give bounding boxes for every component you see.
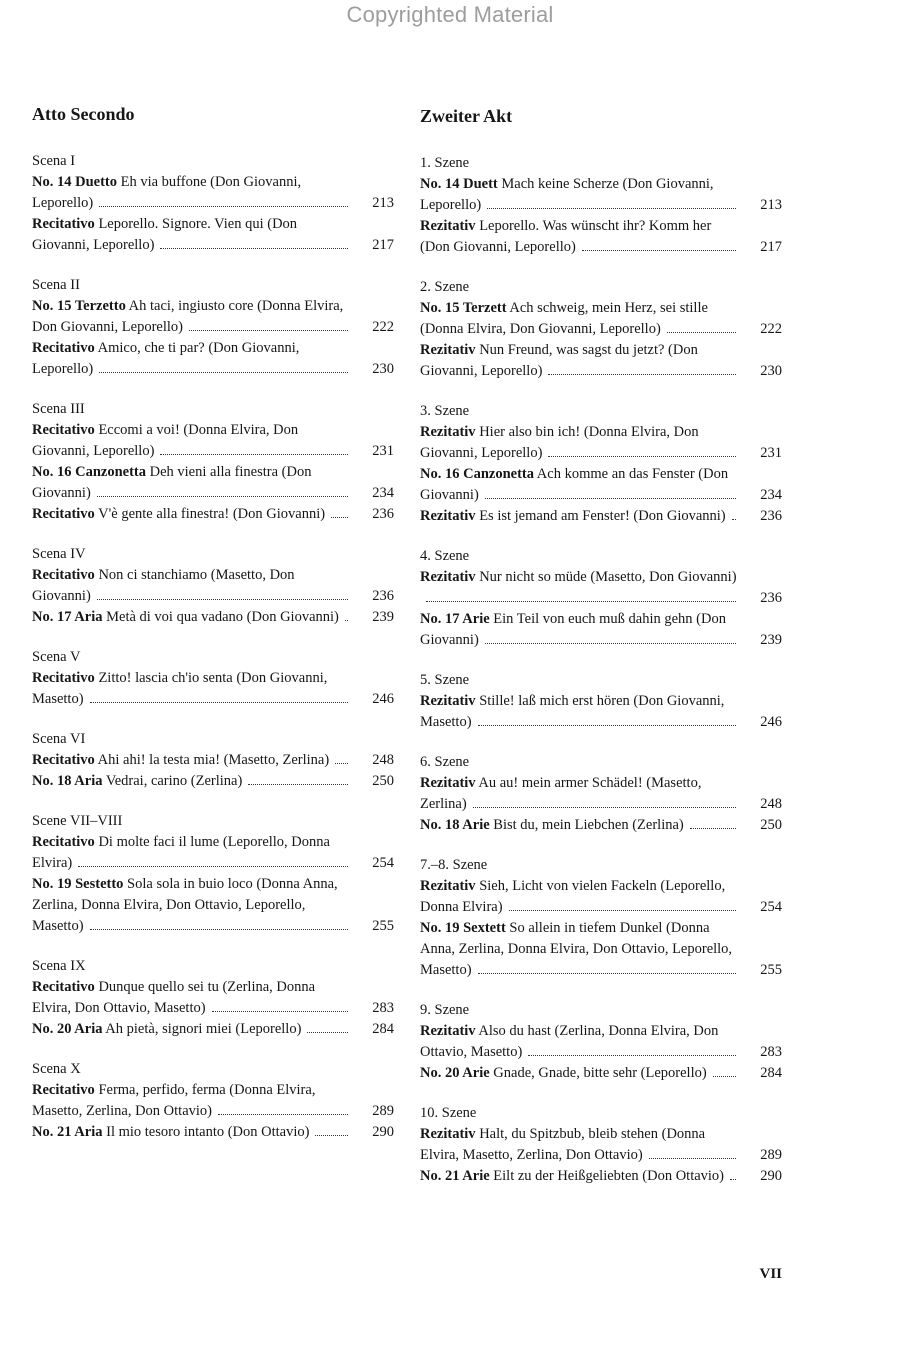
page-ref: 236 (760, 590, 782, 606)
contents-entry (32, 1080, 394, 1122)
entry-title: Leporello. Was wünscht ihr? Komm her (Don Giovanni, Leporello) (420, 218, 712, 255)
number-label: Recitativo (32, 567, 95, 583)
dot-leader (78, 865, 348, 867)
contents-entry (420, 422, 782, 464)
contents-entry (420, 609, 782, 651)
number-label: Recitativo (32, 834, 95, 850)
entry-title: Halt, du Spitzbub, bleib stehen (Donna Elvira, Masetto, Zerlina, Don Ottavio) (420, 1126, 706, 1163)
page-ref: 284 (760, 1065, 782, 1081)
contents-entry (32, 462, 394, 504)
number-label: Rezitativ (420, 342, 476, 358)
scene-title: Scena IX (32, 958, 86, 974)
entry-title: Sieh, Licht von vielen Fackeln (Leporello, Donna Elvira) (420, 878, 726, 915)
page-ref: 255 (760, 962, 782, 978)
dot-leader (345, 619, 348, 621)
scene-block (420, 277, 782, 382)
page-ref: 217 (760, 239, 782, 255)
entry-title: Au au! mein armer Schädel! (Masetto, Zerlina) (420, 775, 702, 812)
dot-leader (487, 207, 736, 209)
dot-leader (478, 972, 736, 974)
page-ref: 246 (372, 691, 394, 707)
page-ref: 231 (372, 443, 394, 459)
number-label: No. 21 Arie (420, 1168, 490, 1184)
scene-block (32, 811, 394, 937)
entry-title: Mach keine Scherze (Don Giovanni, Leporello) (420, 176, 714, 213)
entry-title: Di molte faci il lume (Leporello, Donna Elvira) (32, 834, 330, 871)
entry-title: Vedrai, carino (Zerlina) (102, 773, 243, 789)
contents-entry (32, 504, 394, 525)
scene-title: 4. Szene (420, 548, 470, 564)
contents-entry (420, 1021, 782, 1063)
page-ref: 217 (372, 237, 394, 253)
dot-leader (548, 373, 736, 375)
contents-entry (32, 565, 394, 607)
entry-title: Il mio tesoro intanto (Don Ottavio) (102, 1124, 310, 1140)
scene-block (32, 544, 394, 628)
page-ref: 234 (760, 487, 782, 503)
entry-title: Ferma, perfido, ferma (Donna Elvira, Masetto, Zerlina, Don Ottavio) (32, 1082, 316, 1119)
number-label: No. 16 Canzonetta (420, 466, 534, 482)
dot-leader (335, 762, 348, 764)
entry-title: Eilt zu der Heißgeliebten (Don Ottavio) (489, 1168, 725, 1184)
contents-entry (32, 1122, 394, 1143)
dot-leader (90, 701, 348, 703)
contents-entry (420, 815, 782, 836)
entry-title: Sola sola in buio loco (Donna Anna, Zerlina, Donna Elvira, Don Ottavio, Leporello, Masetto) (32, 876, 338, 934)
scene-block (420, 401, 782, 527)
entry-title: Nur nicht so müde (Masetto, Don Giovanni) (475, 569, 737, 585)
page-ref: 254 (760, 899, 782, 915)
contents-entry (32, 296, 394, 338)
number-label: No. 17 Aria (32, 609, 103, 625)
dot-leader (649, 1157, 736, 1159)
contents-entry (420, 918, 782, 981)
scene-block (420, 752, 782, 836)
scene-title: Scena X (32, 1061, 81, 1077)
page-ref: 284 (372, 1021, 394, 1037)
entry-title: Amico, che ti par? (Don Giovanni, Leporello) (32, 340, 300, 377)
page-ref: 289 (372, 1103, 394, 1119)
page-ref: 283 (760, 1044, 782, 1060)
number-label: Recitativo (32, 340, 95, 356)
contents-entry (420, 1166, 782, 1187)
entry-title: V'è gente alla finestra! (Don Giovanni) (94, 506, 326, 522)
page-ref: 239 (760, 632, 782, 648)
number-label: Recitativo (32, 216, 95, 232)
entry-title: Ahi ahi! la testa mia! (Masetto, Zerlina) (94, 752, 330, 768)
scene-title: 10. Szene (420, 1105, 477, 1121)
contents-entry (32, 172, 394, 214)
number-label: No. 19 Sestetto (32, 876, 124, 892)
number-label: Recitativo (32, 670, 95, 686)
entry-title: Deh vieni alla finestra (Don Giovanni) (32, 464, 312, 501)
dot-leader (730, 1178, 736, 1180)
scene-title: 2. Szene (420, 279, 470, 295)
scene-title: Scena IV (32, 546, 86, 562)
dot-leader (99, 205, 348, 207)
page-ref: 213 (760, 197, 782, 213)
contents-entry (32, 420, 394, 462)
entry-title: Gnade, Gnade, bitte sehr (Leporello) (489, 1065, 707, 1081)
scene-title: 9. Szene (420, 1002, 470, 1018)
dot-leader (732, 518, 736, 520)
number-label: Recitativo (32, 1082, 95, 1098)
scene-title: Scena I (32, 153, 76, 169)
dot-leader (189, 329, 348, 331)
column-heading: Atto Secondo (32, 104, 135, 124)
contents-entry (32, 750, 394, 771)
scene-block (32, 647, 394, 710)
number-label: Rezitativ (420, 1126, 476, 1142)
number-label: No. 14 Duetto (32, 174, 117, 190)
contents-entry (420, 216, 782, 258)
number-label: Recitativo (32, 752, 95, 768)
contents-entry (420, 567, 782, 609)
dot-leader (528, 1054, 736, 1056)
contents-entry (420, 174, 782, 216)
page-ref: 230 (372, 361, 394, 377)
dot-leader (218, 1113, 348, 1115)
number-label: Recitativo (32, 422, 95, 438)
dot-leader (248, 783, 348, 785)
page-ref: 236 (372, 506, 394, 522)
page-ref: 222 (760, 321, 782, 337)
page-ref: 246 (760, 714, 782, 730)
contents-entry (420, 298, 782, 340)
scene-block (420, 546, 782, 651)
page-number: VII (759, 1266, 782, 1282)
watermark: Copyrighted Material (346, 2, 554, 27)
dot-leader (90, 928, 348, 930)
contents-entry (420, 506, 782, 527)
entry-title: Metà di voi qua vadano (Don Giovanni) (102, 609, 339, 625)
entry-title: Bist du, mein Liebchen (Zerlina) (489, 817, 684, 833)
number-label: No. 15 Terzett (420, 300, 507, 316)
italian-contents-column (32, 104, 394, 1162)
page-ref: 290 (372, 1124, 394, 1140)
dot-leader (473, 806, 736, 808)
entry-title: Es ist jemand am Fenster! (Don Giovanni) (475, 508, 726, 524)
dot-leader (713, 1075, 736, 1077)
number-label: No. 14 Duett (420, 176, 498, 192)
scene-title: Scena II (32, 277, 80, 293)
entry-title: Hier also bin ich! (Donna Elvira, Don Giovanni, Leporello) (420, 424, 699, 461)
dot-leader (478, 724, 736, 726)
scene-title: Scena III (32, 401, 85, 417)
number-label: No. 15 Terzetto (32, 298, 126, 314)
scene-title: 5. Szene (420, 672, 470, 688)
dot-leader (97, 495, 348, 497)
number-label: Rezitativ (420, 693, 476, 709)
contents-entry (32, 607, 394, 628)
page-ref: 231 (760, 445, 782, 461)
page-ref: 236 (372, 588, 394, 604)
number-label: No. 19 Sextett (420, 920, 506, 936)
page-ref: 234 (372, 485, 394, 501)
scene-block (420, 1000, 782, 1084)
column-heading: Zweiter Akt (420, 106, 513, 126)
contents-entry (420, 691, 782, 733)
entry-title: Stille! laß mich erst hören (Don Giovanni, Masetto) (420, 693, 725, 730)
number-label: No. 18 Aria (32, 773, 103, 789)
scene-block (420, 855, 782, 981)
contents-entry (32, 771, 394, 792)
contents-entry (420, 464, 782, 506)
number-label: No. 16 Canzonetta (32, 464, 146, 480)
number-label: No. 20 Arie (420, 1065, 490, 1081)
page-ref: 254 (372, 855, 394, 871)
number-label: Recitativo (32, 506, 95, 522)
contents-entry (420, 876, 782, 918)
number-label: Rezitativ (420, 1023, 476, 1039)
contents-entry (32, 832, 394, 874)
dot-leader (99, 371, 348, 373)
scene-list (420, 153, 782, 1187)
page-ref: 283 (372, 1000, 394, 1016)
scene-block (420, 670, 782, 733)
number-label: Recitativo (32, 979, 95, 995)
dot-leader (690, 827, 736, 829)
contents-entry (32, 668, 394, 710)
dot-leader (160, 247, 348, 249)
scene-block (32, 275, 394, 380)
entry-title: Ein Teil von euch muß dahin gehn (Don Giovanni) (420, 611, 726, 648)
number-label: Rezitativ (420, 878, 476, 894)
contents-entry (32, 874, 394, 937)
entry-title: Ach schweig, mein Herz, sei stille (Donna Elvira, Don Giovanni, Leporello) (420, 300, 708, 337)
page-ref: 230 (760, 363, 782, 379)
number-label: No. 17 Arie (420, 611, 490, 627)
number-label: Rezitativ (420, 508, 476, 524)
number-label: No. 20 Aria (32, 1021, 103, 1037)
number-label: No. 21 Aria (32, 1124, 103, 1140)
contents-entry (32, 338, 394, 380)
contents-entry (420, 340, 782, 382)
dot-leader (485, 497, 736, 499)
contents-entry (420, 1063, 782, 1084)
scene-block (32, 956, 394, 1040)
scene-title: Scena VI (32, 731, 86, 747)
scene-block (32, 399, 394, 525)
contents-entry (32, 1019, 394, 1040)
scene-block (420, 153, 782, 258)
page-ref: 289 (760, 1147, 782, 1163)
dot-leader (307, 1031, 348, 1033)
page-ref: 255 (372, 918, 394, 934)
contents-entry (420, 773, 782, 815)
scene-title: Scene VII–VIII (32, 813, 123, 829)
entry-title: Dunque quello sei tu (Zerlina, Donna Elvira, Don Ottavio, Masetto) (32, 979, 316, 1016)
scene-title: 3. Szene (420, 403, 470, 419)
dot-leader (582, 249, 736, 251)
page-ref: 290 (760, 1168, 782, 1184)
dot-leader (509, 909, 736, 911)
scene-block (420, 1103, 782, 1187)
entry-title: Ah pietà, signori miei (Leporello) (102, 1021, 302, 1037)
page-ref: 250 (760, 817, 782, 833)
entry-title: Ach komme an das Fenster (Don Giovanni) (420, 466, 729, 503)
page-ref: 213 (372, 195, 394, 211)
dot-leader (97, 598, 348, 600)
scene-title: 1. Szene (420, 155, 470, 171)
dot-leader (315, 1134, 348, 1136)
entry-title: Nun Freund, was sagst du jetzt? (Don Giovanni, Leporello) (420, 342, 698, 379)
scene-title: 7.–8. Szene (420, 857, 488, 873)
entry-title: Eh via buffone (Don Giovanni, Leporello) (32, 174, 302, 211)
number-label: Rezitativ (420, 218, 476, 234)
scene-block (32, 729, 394, 792)
entry-title: Also du hast (Zerlina, Donna Elvira, Don Ottavio, Masetto) (420, 1023, 719, 1060)
dot-leader (485, 642, 736, 644)
entry-title: Zitto! lascia ch'io senta (Don Giovanni, Masetto) (32, 670, 328, 707)
entry-title: So allein in tiefem Dunkel (Donna Anna, Zerlina, Donna Elvira, Don Ottavio, Leporello, Masetto) (420, 920, 733, 978)
entry-title: Non ci stanchiamo (Masetto, Don Giovanni) (32, 567, 295, 604)
page-ref: 222 (372, 319, 394, 335)
page-ref: 239 (372, 609, 394, 625)
entry-title: Ah taci, ingiusto core (Donna Elvira, Don Giovanni, Leporello) (32, 298, 344, 335)
german-contents-column (420, 104, 782, 1206)
page-ref: 248 (760, 796, 782, 812)
scene-title: Scena V (32, 649, 81, 665)
dot-leader (160, 453, 348, 455)
entry-title: Leporello. Signore. Vien qui (Don Giovanni, Leporello) (32, 216, 298, 253)
dot-leader (667, 331, 736, 333)
page-ref: 236 (760, 508, 782, 524)
number-label: Rezitativ (420, 775, 476, 791)
scene-block (32, 151, 394, 256)
dot-leader (426, 600, 736, 602)
scene-block (32, 1059, 394, 1143)
number-label: Rezitativ (420, 424, 476, 440)
number-label: No. 18 Arie (420, 817, 490, 833)
contents-entry (420, 1124, 782, 1166)
entry-title: Eccomi a voi! (Donna Elvira, Don Giovanni, Leporello) (32, 422, 299, 459)
contents-entry (32, 977, 394, 1019)
dot-leader (548, 455, 736, 457)
scene-list (32, 151, 394, 1143)
page-ref: 248 (372, 752, 394, 768)
dot-leader (212, 1010, 348, 1012)
dot-leader (331, 516, 348, 518)
scene-title: 6. Szene (420, 754, 470, 770)
number-label: Rezitativ (420, 569, 476, 585)
page-ref: 250 (372, 773, 394, 789)
contents-entry (32, 214, 394, 256)
